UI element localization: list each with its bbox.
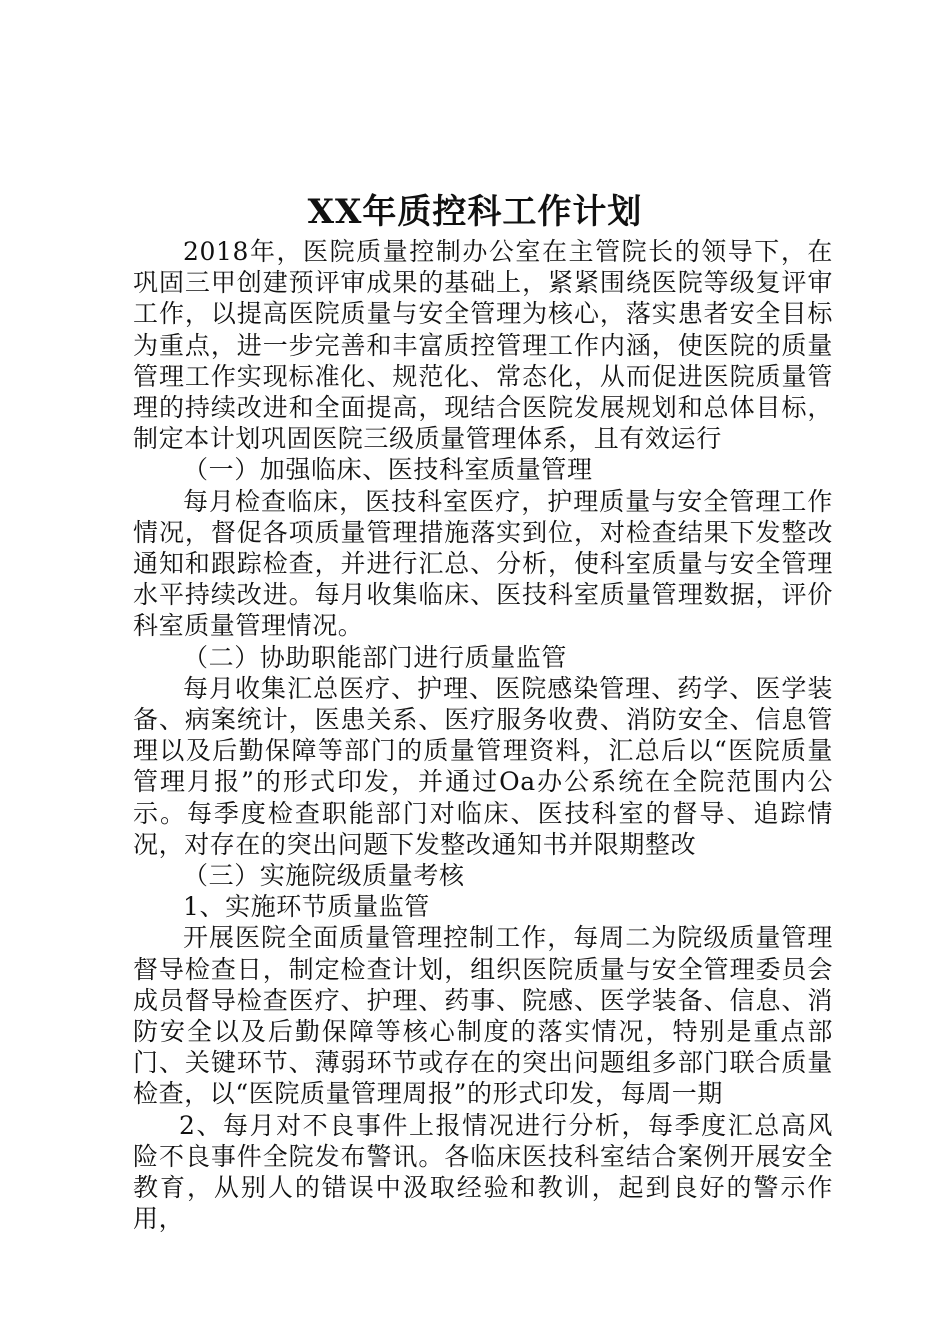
paragraph-subsection-1: 开展医院全面质量管理控制工作，每周二为院级质量管理督导检查日，制定检查计划，组织医院质量与安全管理委员会成员督导检查医疗、护理、药事、院感、医学装备、信息、消防安全以及后勤保障等核心制度的落实情况，特别是重点部门、关键环节、薄弱环节或存在的突出问题组多部门联合质量检查，以“医院质量管理周报”的形式印发，每周一期 bbox=[133, 923, 833, 1109]
section-heading-1: （一）加强临床、医技科室质量管理 bbox=[183, 455, 593, 485]
section-heading-2: （二）协助职能部门进行质量监管 bbox=[183, 642, 568, 672]
paragraph-intro: 2018年，医院质量控制办公室在主管院长的领导下，在巩固三甲创建预评审成果的基础上，紧紧围绕医院等级复评审工作，以提高医院质量与安全管理为核心，落实患者安全目标为重点，进一步完善和丰富质控管理工作内涵，使医院的质量管理工作实现标准化、规范化、常态化，从而促进医院质量管理的持续改进和全面提高，现结合医院发展规划和总体目标，制定本计划巩固医院三级质量管理体系，且有效运行 bbox=[133, 237, 833, 454]
paragraph-item-2: 2、每月对不良事件上报情况进行分析，每季度汇总高风险不良事件全院发布警讯。各临床医技科室结合案例开展安全教育，从别人的错误中汲取经验和教训，起到良好的警示作用， bbox=[133, 1110, 833, 1234]
subsection-heading-1: 1、实施环节质量监管 bbox=[183, 892, 430, 922]
paragraph-section-1: 每月检查临床，医技科室医疗，护理质量与安全管理工作情况，督促各项质量管理措施落实到位，对检查结果下发整改通知和跟踪检查，并进行汇总、分析，使科室质量与安全管理水平持续改进。每月收集临床、医技科室质量管理数据，评价科室质量管理情况。 bbox=[133, 486, 833, 641]
document-body bbox=[133, 236, 833, 1235]
paragraph-section-2: 每月收集汇总医疗、护理、医院感染管理、药学、医学装备、病案统计，医患关系、医疗服务收费、消防安全、信息管理以及后勤保障等部门的质量管理资料，汇总后以“医院质量管理月报”的形式印发，并通过Oa办公系统在全院范围内公示。每季度检查职能部门对临床、医技科室的督导、追踪情况，对存在的突出问题下发整改通知书并限期整改 bbox=[133, 673, 833, 859]
section-heading-3: （三）实施院级质量考核 bbox=[183, 861, 465, 891]
document-title: XX年质控科工作计划 bbox=[307, 192, 643, 232]
